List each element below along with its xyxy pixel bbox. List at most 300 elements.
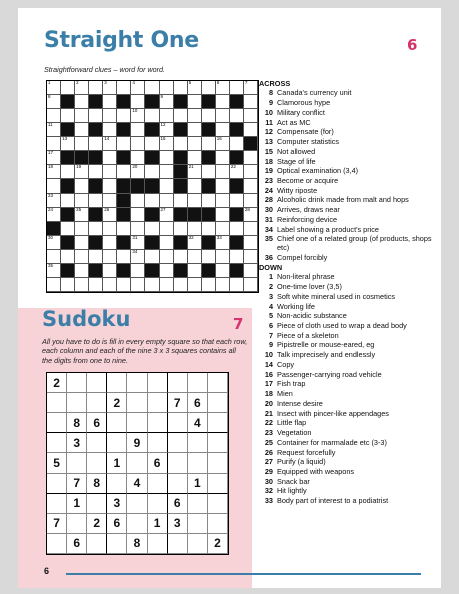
crossword-cell[interactable] [216, 278, 230, 292]
crossword-cell[interactable] [160, 222, 174, 236]
crossword-cell[interactable] [75, 250, 89, 264]
crossword-cell[interactable] [188, 123, 202, 137]
crossword-cell[interactable] [103, 95, 117, 109]
crossword-cell[interactable] [103, 250, 117, 264]
crossword-cell[interactable] [244, 264, 258, 278]
crossword-cell[interactable] [244, 222, 258, 236]
sudoku-cell[interactable] [67, 453, 87, 473]
crossword-cell[interactable] [117, 250, 131, 264]
sudoku-cell[interactable] [107, 534, 127, 554]
sudoku-cell[interactable] [47, 534, 67, 554]
sudoku-cell[interactable] [188, 433, 208, 453]
clue-text: Snack bar [277, 476, 310, 486]
crossword-cell[interactable] [160, 194, 174, 208]
clue-num: 34 [264, 224, 273, 234]
sudoku-cell[interactable] [148, 373, 168, 393]
crossword-cell[interactable] [160, 236, 174, 250]
clue-text: Working life [277, 301, 315, 311]
clue-text: Become or acquire [277, 176, 339, 185]
clue-number: 11 [48, 122, 53, 128]
clue-text: Piece of cloth used to wrap a dead body [277, 320, 407, 330]
sudoku-cell[interactable] [168, 413, 188, 433]
crossword-cell[interactable] [103, 222, 117, 236]
crossword-cell[interactable] [202, 278, 216, 292]
down-clue [259, 458, 437, 466]
sudoku-cell: 6 [188, 393, 208, 413]
crossword-black-cell [117, 151, 131, 165]
sudoku-cell[interactable] [67, 373, 87, 393]
crossword-cell[interactable] [216, 208, 230, 222]
sudoku-cell[interactable] [168, 373, 188, 393]
crossword-cell[interactable] [160, 81, 174, 95]
sudoku-cell[interactable] [208, 514, 228, 534]
crossword-cell[interactable] [131, 109, 145, 123]
clue-num: 18 [264, 156, 273, 166]
sudoku-cell[interactable] [107, 413, 127, 433]
across-clue [259, 216, 437, 224]
crossword-cell[interactable] [216, 222, 230, 236]
crossword-cell[interactable] [174, 109, 188, 123]
sudoku-cell: 2 [47, 373, 67, 393]
sudoku-cell[interactable] [67, 393, 87, 413]
sudoku-cell[interactable] [47, 413, 67, 433]
crossword-cell[interactable] [160, 165, 174, 179]
crossword-cell[interactable] [145, 165, 159, 179]
sudoku-cell: 2 [107, 393, 127, 413]
down-clue [259, 380, 437, 388]
crossword-cell[interactable] [202, 137, 216, 151]
clue-num: 29 [264, 467, 273, 476]
crossword-cell[interactable] [160, 151, 174, 165]
crossword-cell[interactable] [202, 165, 216, 179]
crossword-cell[interactable] [244, 151, 258, 165]
crossword-cell[interactable] [174, 194, 188, 208]
crossword-cell[interactable] [131, 208, 145, 222]
crossword-cell[interactable] [230, 278, 244, 292]
sudoku-cell[interactable] [208, 433, 228, 453]
crossword-cell[interactable] [103, 123, 117, 137]
sudoku-cell[interactable] [87, 494, 107, 514]
crossword-cell[interactable] [244, 95, 258, 109]
crossword-cell[interactable] [131, 151, 145, 165]
clue-num: 15 [264, 146, 273, 156]
crossword-cell[interactable] [244, 250, 258, 264]
sudoku-instructions: All you have to do is fill in every empty square so that each row, each column and each of the nine 3 x 3 squares contains all the digits from one to nine. [42, 337, 248, 365]
crossword-cell[interactable] [47, 236, 61, 250]
crossword-cell[interactable] [188, 109, 202, 123]
crossword-cell[interactable] [244, 123, 258, 137]
down-clue [259, 400, 437, 408]
crossword-cell[interactable] [230, 194, 244, 208]
clue-number: 24 [48, 206, 54, 212]
down-clue [259, 312, 437, 320]
crossword-cell[interactable] [188, 194, 202, 208]
crossword-cell[interactable] [188, 236, 202, 250]
clue-num: 19 [264, 166, 273, 176]
clue-text: Piece of a skeleton [277, 330, 339, 340]
crossword-cell[interactable] [216, 151, 230, 165]
crossword-cell[interactable] [230, 165, 244, 179]
crossword-cell[interactable] [47, 264, 61, 278]
crossword-cell[interactable] [244, 208, 258, 222]
clue-num: 30 [264, 205, 273, 215]
crossword-cell[interactable] [131, 95, 145, 109]
crossword-cell[interactable] [75, 264, 89, 278]
crossword-black-cell [244, 137, 258, 151]
crossword-cell[interactable] [216, 123, 230, 137]
crossword-cell[interactable] [131, 264, 145, 278]
crossword-black-cell [89, 264, 103, 278]
crossword-cell[interactable] [216, 236, 230, 250]
clue-text: Talk imprecisely and endlessly [277, 350, 376, 360]
crossword-title: Straight One [44, 28, 199, 53]
crossword-cell[interactable] [145, 81, 159, 95]
sudoku-cell[interactable] [47, 433, 67, 453]
crossword-cell[interactable] [89, 165, 103, 179]
crossword-black-cell [61, 179, 75, 193]
crossword-cell[interactable] [103, 179, 117, 193]
crossword-black-cell [202, 151, 216, 165]
crossword-cell[interactable] [160, 278, 174, 292]
crossword-cell[interactable] [47, 250, 61, 264]
crossword-cell[interactable] [75, 109, 89, 123]
crossword-cell[interactable] [75, 165, 89, 179]
sudoku-cell[interactable] [208, 453, 228, 473]
sudoku-cell[interactable] [47, 393, 67, 413]
crossword-cell[interactable] [47, 109, 61, 123]
clue-number: 16 [216, 136, 222, 142]
clue-num: 3 [268, 291, 273, 301]
crossword-cell[interactable] [117, 109, 131, 123]
crossword-cell[interactable] [47, 123, 61, 137]
clue-text: Insect with pincer-like appendages [277, 408, 389, 418]
sudoku-cell[interactable] [168, 534, 188, 554]
crossword-cell[interactable] [188, 165, 202, 179]
sudoku-cell[interactable] [168, 433, 188, 453]
sudoku-cell[interactable] [208, 494, 228, 514]
crossword-cell[interactable] [61, 194, 75, 208]
sudoku-cell[interactable] [47, 494, 67, 514]
sudoku-cell[interactable] [188, 514, 208, 534]
across-clue [259, 89, 437, 97]
crossword-cell[interactable] [216, 95, 230, 109]
crossword-cell[interactable] [47, 95, 61, 109]
crossword-cell[interactable] [89, 137, 103, 151]
crossword-cell[interactable] [244, 236, 258, 250]
sudoku-cell[interactable] [148, 433, 168, 453]
crossword-cell[interactable] [244, 194, 258, 208]
crossword-cell[interactable] [61, 81, 75, 95]
crossword-black-cell [145, 151, 159, 165]
crossword-cell[interactable] [160, 95, 174, 109]
crossword-cell[interactable] [61, 137, 75, 151]
sudoku-cell: 5 [47, 453, 67, 473]
crossword-cell[interactable] [188, 137, 202, 151]
sudoku-cell[interactable] [168, 474, 188, 494]
crossword-cell[interactable] [244, 278, 258, 292]
crossword-cell[interactable] [145, 250, 159, 264]
clue-num: 24 [264, 185, 273, 195]
crossword-cell[interactable] [75, 81, 89, 95]
clue-number: 12 [160, 122, 166, 128]
clue-num: 20 [264, 398, 273, 408]
crossword-black-cell [174, 123, 188, 137]
crossword-cell[interactable] [216, 165, 230, 179]
crossword-cell[interactable] [160, 137, 174, 151]
crossword-cell[interactable] [103, 109, 117, 123]
crossword-cell[interactable] [188, 278, 202, 292]
clue-text: Body part of interest to a podiatrist [277, 496, 389, 506]
sudoku-title: Sudoku [42, 307, 131, 331]
crossword-cell[interactable] [188, 81, 202, 95]
crossword-cell[interactable] [61, 222, 75, 236]
crossword-cell[interactable] [145, 137, 159, 151]
crossword-cell[interactable] [103, 194, 117, 208]
crossword-black-cell [117, 236, 131, 250]
crossword-black-cell [117, 95, 131, 109]
crossword-cell[interactable] [216, 109, 230, 123]
crossword-cell[interactable] [89, 250, 103, 264]
crossword-cell[interactable] [75, 222, 89, 236]
crossword-cell[interactable] [103, 236, 117, 250]
crossword-cell[interactable] [188, 264, 202, 278]
crossword-cell[interactable] [160, 250, 174, 264]
sudoku-cell[interactable] [127, 373, 147, 393]
crossword-cell[interactable] [131, 250, 145, 264]
crossword-cell[interactable] [188, 222, 202, 236]
crossword-cell[interactable] [75, 123, 89, 137]
sudoku-cell[interactable] [188, 453, 208, 473]
crossword-cell[interactable] [47, 278, 61, 292]
crossword-cell[interactable] [131, 278, 145, 292]
crossword-cell[interactable] [47, 165, 61, 179]
crossword-cell[interactable] [103, 137, 117, 151]
down-clue-list [259, 273, 437, 505]
crossword-cell[interactable] [61, 278, 75, 292]
clue-num: 6 [268, 320, 273, 330]
crossword-cell[interactable] [131, 222, 145, 236]
sudoku-cell[interactable] [188, 534, 208, 554]
clue-text: Passenger-carrying road vehicle [277, 369, 382, 379]
crossword-cell[interactable] [160, 179, 174, 193]
sudoku-cell[interactable] [107, 373, 127, 393]
sudoku-cell[interactable] [188, 373, 208, 393]
crossword-cell[interactable] [188, 95, 202, 109]
crossword-cell[interactable] [230, 222, 244, 236]
crossword-cell[interactable] [75, 278, 89, 292]
clue-text: Little flap [277, 418, 307, 428]
crossword-cell[interactable] [89, 194, 103, 208]
crossword-cell[interactable] [244, 165, 258, 179]
sudoku-cell[interactable] [87, 393, 107, 413]
sudoku-cell[interactable] [148, 393, 168, 413]
sudoku-cell[interactable] [208, 373, 228, 393]
crossword-cell[interactable] [202, 250, 216, 264]
sudoku-cell[interactable] [208, 474, 228, 494]
sudoku-cell[interactable] [87, 373, 107, 393]
crossword-cell[interactable] [216, 137, 230, 151]
clue-num: 32 [264, 486, 273, 496]
crossword-cell[interactable] [75, 236, 89, 250]
clue-text: Stage of life [277, 156, 316, 166]
sudoku-cell[interactable] [127, 413, 147, 433]
crossword-cell[interactable] [244, 109, 258, 123]
crossword-cell[interactable] [216, 179, 230, 193]
crossword-cell[interactable] [244, 179, 258, 193]
crossword-cell[interactable] [230, 137, 244, 151]
crossword-cell[interactable] [47, 194, 61, 208]
crossword-cell[interactable] [216, 264, 230, 278]
sudoku-cell[interactable] [148, 534, 168, 554]
crossword-cell[interactable] [174, 278, 188, 292]
down-clue [259, 293, 437, 301]
crossword-cell[interactable] [202, 194, 216, 208]
crossword-black-cell [61, 95, 75, 109]
crossword-cell[interactable] [103, 165, 117, 179]
crossword-cell[interactable] [160, 264, 174, 278]
clue-num: 17 [264, 379, 273, 389]
crossword-cell[interactable] [145, 194, 159, 208]
crossword-cell[interactable] [160, 208, 174, 222]
clue-text: Computer statistics [277, 137, 340, 147]
crossword-cell[interactable] [61, 109, 75, 123]
crossword-cell[interactable] [202, 81, 216, 95]
crossword-cell[interactable] [188, 179, 202, 193]
down-clue [259, 341, 437, 349]
crossword-cell[interactable] [117, 165, 131, 179]
crossword-cell[interactable] [160, 109, 174, 123]
sudoku-cell[interactable] [87, 534, 107, 554]
crossword-cell[interactable] [145, 278, 159, 292]
crossword-cell[interactable] [75, 137, 89, 151]
crossword-cell[interactable] [131, 123, 145, 137]
crossword-cell[interactable] [216, 250, 230, 264]
crossword-cell[interactable] [75, 194, 89, 208]
sudoku-cell[interactable] [127, 453, 147, 473]
sudoku-cell: 1 [67, 494, 87, 514]
crossword-cell[interactable] [47, 151, 61, 165]
clue-number: 17 [48, 150, 54, 156]
crossword-cell[interactable] [117, 222, 131, 236]
crossword-cell[interactable] [145, 109, 159, 123]
crossword-cell[interactable] [131, 194, 145, 208]
sudoku-cell[interactable] [127, 494, 147, 514]
clue-num: 28 [264, 195, 273, 205]
clue-text: Not allowed [277, 146, 316, 156]
clue-number: 20 [132, 164, 138, 170]
clue-text: Compel forcibly [277, 252, 328, 262]
crossword-cell[interactable] [216, 194, 230, 208]
crossword-cell[interactable] [131, 236, 145, 250]
crossword-cell[interactable] [230, 250, 244, 264]
crossword-cell[interactable] [47, 208, 61, 222]
sudoku-grid [46, 372, 229, 555]
sudoku-cell[interactable] [148, 494, 168, 514]
crossword-black-cell [174, 151, 188, 165]
sudoku-cell[interactable] [87, 453, 107, 473]
down-clue [259, 332, 437, 340]
crossword-cell[interactable] [117, 278, 131, 292]
crossword-cell[interactable] [47, 81, 61, 95]
clue-number: 2 [76, 80, 79, 85]
sudoku-cell[interactable] [107, 474, 127, 494]
sudoku-cell[interactable] [87, 433, 107, 453]
crossword-cell[interactable] [174, 250, 188, 264]
crossword-cell[interactable] [216, 81, 230, 95]
crossword-cell[interactable] [75, 179, 89, 193]
crossword-cell[interactable] [89, 278, 103, 292]
crossword-cell[interactable] [117, 81, 131, 95]
sudoku-cell[interactable] [148, 474, 168, 494]
clue-text: Copy [277, 359, 295, 369]
across-clue-list [259, 89, 437, 262]
sudoku-cell[interactable] [67, 514, 87, 534]
clue-text: Reinforcing device [277, 214, 338, 224]
crossword-cell[interactable] [75, 208, 89, 222]
crossword-cell[interactable] [174, 137, 188, 151]
sudoku-cell[interactable] [148, 413, 168, 433]
clue-number: 18 [48, 164, 54, 170]
sudoku-cell[interactable] [168, 453, 188, 473]
crossword-cell[interactable] [230, 109, 244, 123]
sudoku-cell[interactable] [107, 433, 127, 453]
crossword-cell[interactable] [202, 109, 216, 123]
crossword-cell[interactable] [89, 222, 103, 236]
crossword-cell[interactable] [61, 250, 75, 264]
crossword-cell[interactable] [47, 137, 61, 151]
crossword-cell[interactable] [103, 208, 117, 222]
crossword-cell[interactable] [103, 264, 117, 278]
sudoku-cell[interactable] [188, 494, 208, 514]
crossword-cell[interactable] [131, 81, 145, 95]
sudoku-cell[interactable] [47, 474, 67, 494]
crossword-cell[interactable] [160, 123, 174, 137]
clue-text: Military conflict [277, 107, 325, 117]
crossword-cell[interactable] [47, 179, 61, 193]
clue-num: 25 [264, 437, 273, 447]
crossword-cell[interactable] [61, 165, 75, 179]
crossword-cell[interactable] [103, 151, 117, 165]
crossword-cell[interactable] [75, 95, 89, 109]
crossword-cell[interactable] [145, 222, 159, 236]
crossword-cell[interactable] [89, 109, 103, 123]
sudoku-cell: 6 [148, 453, 168, 473]
clue-num: 31 [264, 214, 273, 224]
crossword-cell[interactable] [117, 137, 131, 151]
crossword-black-cell [145, 208, 159, 222]
crossword-black-cell [174, 208, 188, 222]
crossword-cell[interactable] [103, 81, 117, 95]
clue-num: 7 [268, 330, 273, 340]
crossword-cell[interactable] [230, 81, 244, 95]
sudoku-cell[interactable] [127, 393, 147, 413]
crossword-cell[interactable] [174, 222, 188, 236]
crossword-cell[interactable] [103, 278, 117, 292]
sudoku-cell[interactable] [127, 514, 147, 534]
crossword-cell[interactable] [202, 222, 216, 236]
crossword-cell[interactable] [174, 81, 188, 95]
crossword-cell[interactable] [188, 151, 202, 165]
sudoku-cell[interactable] [208, 393, 228, 413]
sudoku-cell[interactable] [208, 413, 228, 433]
crossword-cell[interactable] [131, 165, 145, 179]
crossword-cell[interactable] [244, 81, 258, 95]
crossword-black-cell [117, 194, 131, 208]
crossword-cell[interactable] [89, 81, 103, 95]
crossword-cell[interactable] [188, 250, 202, 264]
crossword-cell[interactable] [131, 137, 145, 151]
crossword-black-cell [47, 222, 61, 236]
